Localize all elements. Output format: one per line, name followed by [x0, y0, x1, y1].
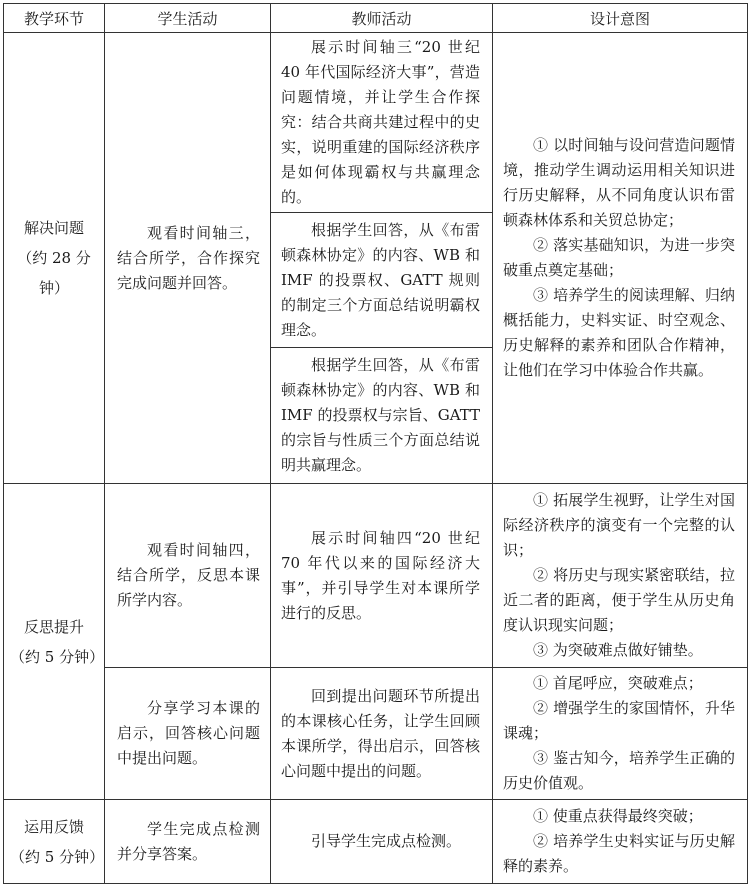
teacher-activity-cell: 展示时间轴三“20 世纪 40 年代国际经济大事”，营造问题情境，并让学生合作探究：结合共商共建过程中的史实，说明重建的国际经济秩序是如何体现霸权与共赢理念的。	[271, 33, 493, 213]
header-teacher-activity: 教师活动	[271, 4, 493, 33]
table-row	[4, 800, 748, 884]
teacher-activity-cell: 根据学生回答，从《布雷顿森林协定》的内容、WB 和 IMF 的投票权、GATT 规则的制定三个方面总结说明霸权理念。	[271, 213, 493, 348]
design-point: ① 以时间轴与设问营造问题情境，推动学生调动运用相关知识进行历史解释，从不同角度认识布雷顿森林体系和关贸总协定；	[503, 136, 735, 229]
student-activity-cell: 学生完成点检测并分享答案。	[105, 800, 271, 884]
stage-title: 解决问题	[23, 219, 84, 237]
lesson-plan-table	[3, 3, 748, 884]
stage-duration: （约 5 分钟）	[10, 647, 105, 666]
design-point: ③ 培养学生的阅读理解、归纳概括能力，史料实证、时空观念、历史解释的素养和团队合作精神，让他们在学习中体验合作共赢。	[503, 286, 735, 379]
student-activity-cell: 观看时间轴三，结合所学，合作探究完成问题并回答。	[105, 33, 271, 484]
stage-cell-solve	[4, 33, 105, 484]
design-point: ③ 鉴古知今，培养学生正确的历史价值观。	[503, 749, 735, 792]
design-point: ② 增强学生的家国情怀，升华课魂；	[503, 699, 735, 742]
header-stage: 教学环节	[4, 4, 105, 33]
header-row	[4, 4, 748, 33]
design-point: ② 落实基础知识，为进一步突破重点奠定基础；	[503, 236, 735, 279]
teacher-activity-cell: 根据学生回答，从《布雷顿森林协定》的内容、WB 和 IMF 的投票权与宗旨、GATT 的宗旨与性质三个方面总结说明共赢理念。	[271, 348, 493, 484]
stage-cell-feedback	[4, 800, 105, 884]
header-student-activity: 学生活动	[105, 4, 271, 33]
design-point: ③ 为突破难点做好铺垫。	[533, 641, 703, 659]
teacher-activity-cell: 引导学生完成点检测。	[271, 800, 493, 884]
design-point: ① 首尾呼应，突破难点；	[533, 674, 703, 692]
table-row	[4, 484, 748, 668]
header-design-intent: 设计意图	[493, 4, 748, 33]
design-intent-cell	[493, 668, 748, 800]
design-point: ② 培养学生史料实证与历史解释的素养。	[503, 832, 735, 875]
stage-duration: （约 28 分钟）	[17, 249, 91, 297]
stage-title: 运用反馈	[23, 817, 84, 836]
design-point: ① 使重点获得最终突破；	[533, 807, 703, 825]
student-activity-cell: 观看时间轴四，结合所学，反思本课所学内容。	[105, 484, 271, 668]
design-intent-cell	[493, 800, 748, 884]
table-row	[4, 668, 748, 800]
stage-title: 反思提升	[23, 617, 84, 636]
stage-cell-reflect	[4, 484, 105, 800]
design-point: ① 拓展学生视野，让学生对国际经济秩序的演变有一个完整的认识；	[503, 491, 735, 559]
student-activity-cell: 分享学习本课的启示，回答核心问题中提出问题。	[105, 668, 271, 800]
teacher-activity-cell: 展示时间轴四“20 世纪 70 年代以来的国际经济大事”，并引导学生对本课所学进行的反思。	[271, 484, 493, 668]
teacher-activity-cell: 回到提出问题环节所提出的本课核心任务，让学生回顾本课所学，得出启示，回答核心问题中提出的问题。	[271, 668, 493, 800]
design-intent-cell	[493, 33, 748, 484]
table-row	[4, 33, 748, 213]
stage-duration: （约 5 分钟）	[10, 847, 105, 866]
design-intent-cell	[493, 484, 748, 668]
design-point: ② 将历史与现实紧密联结，拉近二者的距离，便于学生从历史角度认识现实问题；	[503, 566, 735, 634]
